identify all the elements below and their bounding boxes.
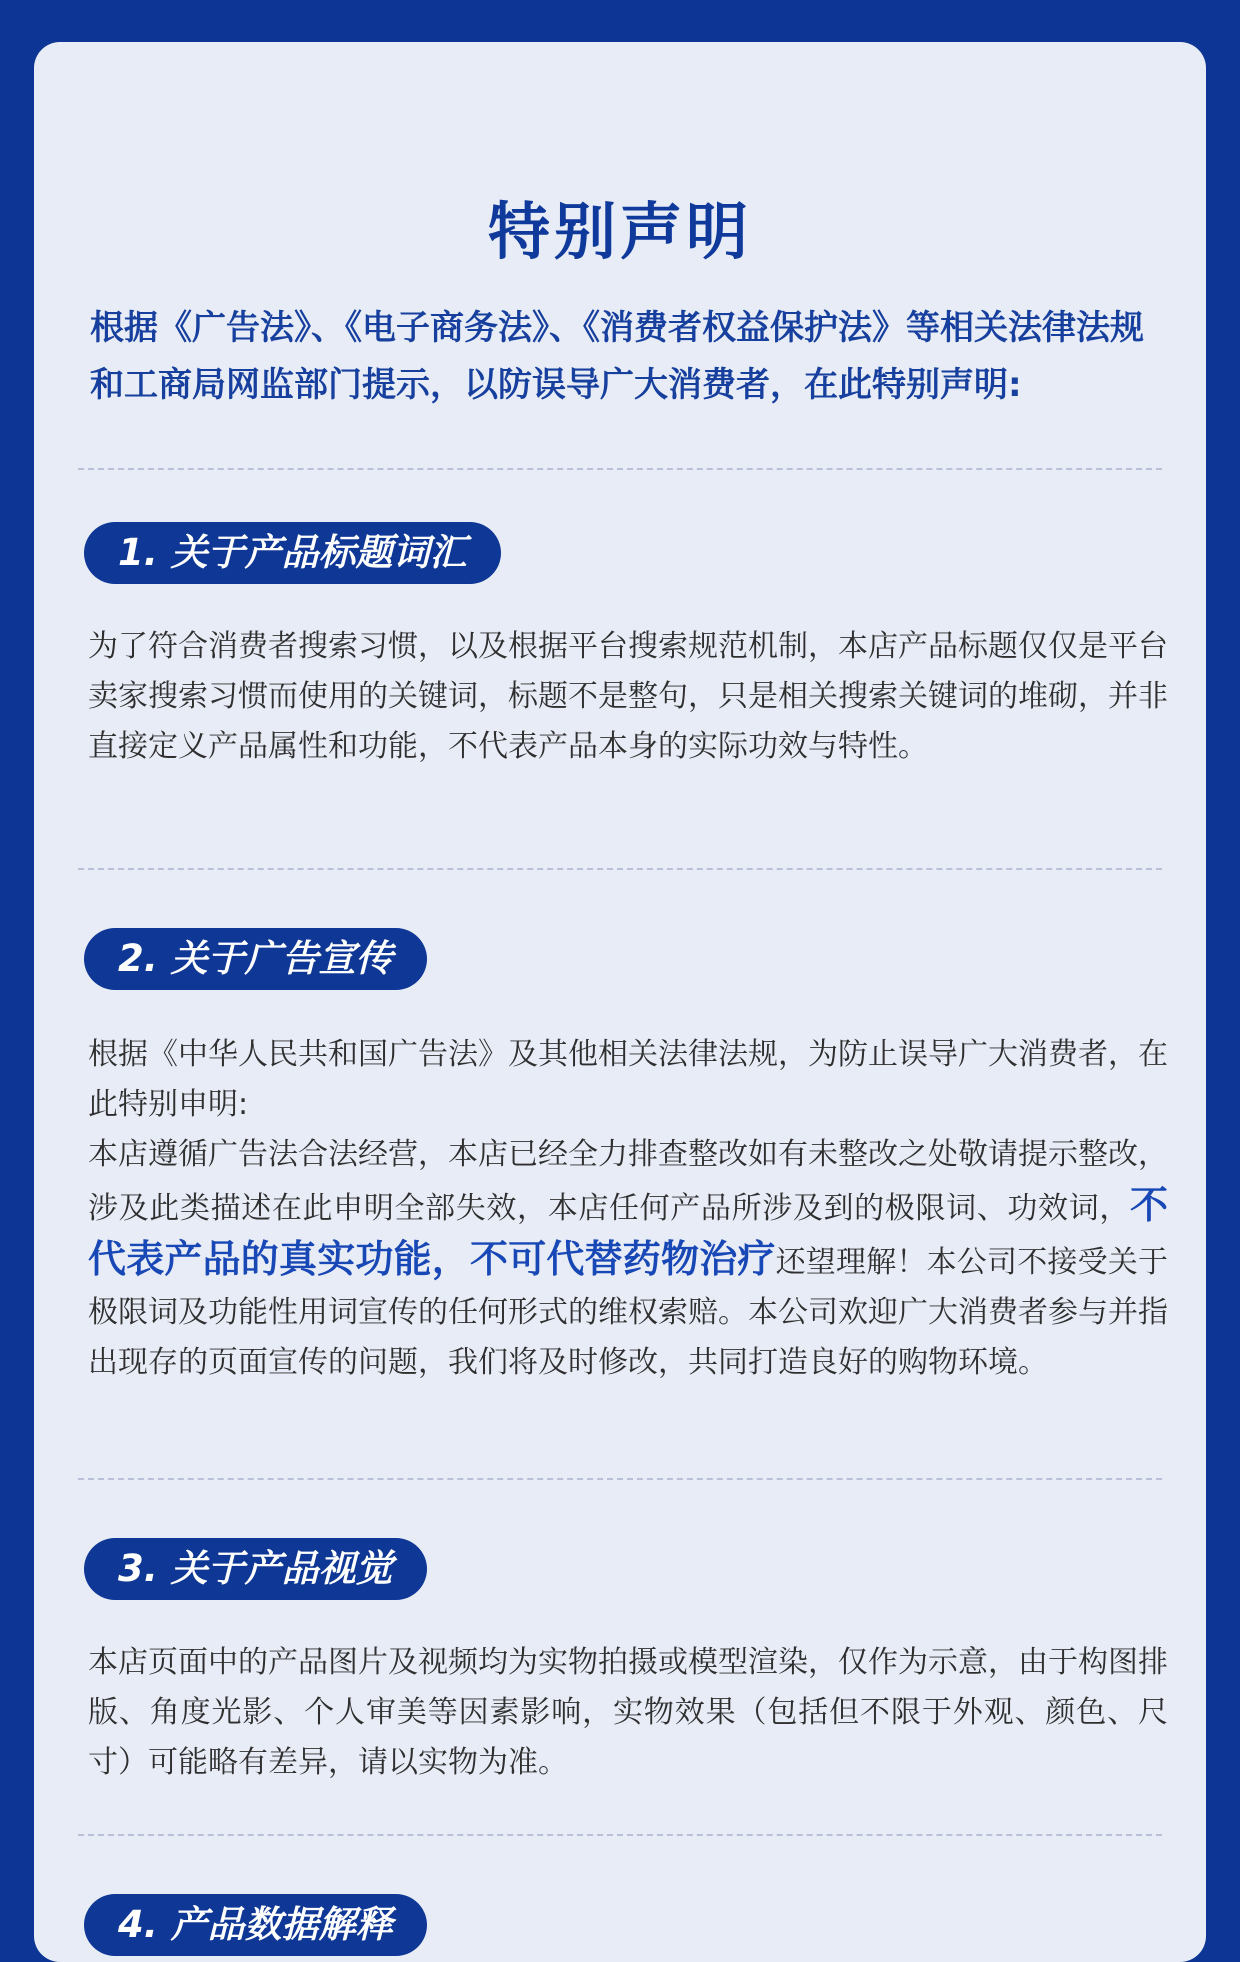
intro-text: 根据《广告法》、《电子商务法》、《消费者权益保护法》等相关法律法规和工商局网监部门提示，以防误导广大消费者，在此特别声明: <box>90 308 1144 405</box>
section-3-heading: 3. 关于产品视觉 <box>84 1538 427 1600</box>
section-2-body-intro: 根据《中华人民共和国广告法》及其他相关法律法规，为防止误导广大消费者，在此特别申明: <box>88 1037 1168 1122</box>
section-2-body-main <box>88 1130 1168 1388</box>
section-4-heading: 4. 产品数据解释 <box>84 1894 427 1956</box>
section-2-body-text: 本店遵循广告法合法经营，本店已经全力排查整改如有未整改之处敬请提示整改，涉及此类描述在此申明全部失效，本店任何产品所涉及到的极限词、功效词， <box>88 1137 1168 1226</box>
statement-card <box>34 42 1206 1962</box>
section-2-emphasis: 不代表产品的真实功能，不可代替药物治疗 <box>88 1183 1168 1281</box>
divider <box>78 1478 1162 1480</box>
section-2-body-tail: 还望理解！本公司不接受关于极限词及功能性用词宣传的任何形式的维权索赔。本公司欢迎广大消费者参与并指出现存的页面宣传的问题，我们将及时修改，共同打造良好的购物环境。 <box>88 1245 1168 1380</box>
divider <box>78 868 1162 870</box>
divider <box>78 1834 1162 1836</box>
divider <box>78 468 1162 470</box>
section-3-body: 本店页面中的产品图片及视频均为实物拍摄或模型渲染，仅作为示意，由于构图排版、角度光影、个人审美等因素影响，实物效果（包括但不限于外观、颜色、尺寸）可能略有差异，请以实物为准。 <box>88 1645 1168 1780</box>
page-title: 特别声明 <box>487 195 752 268</box>
section-1-body: 为了符合消费者搜索习惯，以及根据平台搜索规范机制，本店产品标题仅仅是平台卖家搜索习惯而使用的关键词，标题不是整句，只是相关搜索关键词的堆砌，并非直接定义产品属性和功能，不代表产品本身的实际功效与特性。 <box>88 629 1168 764</box>
section-2-heading: 2. 关于广告宣传 <box>84 928 427 990</box>
section-1-heading: 1. 关于产品标题词汇 <box>84 522 501 584</box>
